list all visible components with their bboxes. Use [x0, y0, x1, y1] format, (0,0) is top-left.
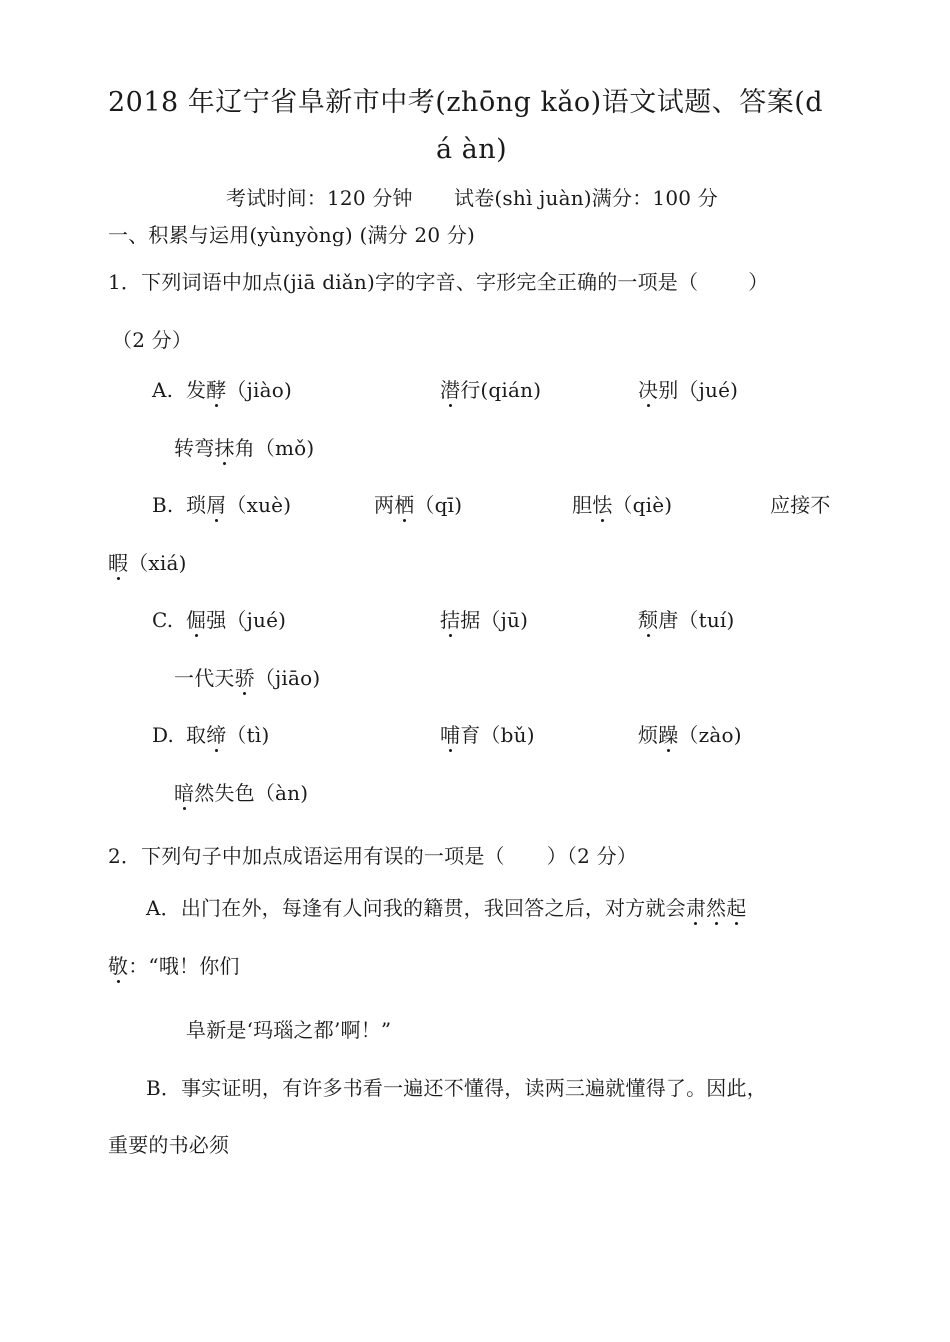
dotted-char: 敬	[108, 954, 129, 978]
pinyin: （tì)	[226, 723, 270, 747]
pinyin: （jiào)	[226, 378, 292, 402]
pinyin: （mǒ)	[254, 436, 315, 460]
dotted-char: 颓	[638, 608, 659, 632]
option-d-word-3	[638, 722, 742, 748]
dotted-char: 栖	[394, 493, 415, 517]
option-d-word-4	[174, 780, 308, 806]
question-1-points: （2 分）	[112, 328, 193, 352]
pinyin: (qián)	[480, 378, 542, 402]
dotted-char: 暇	[108, 551, 129, 575]
word-text: 据	[460, 608, 481, 632]
question-2-stem	[108, 843, 637, 869]
question-1-stem	[108, 269, 768, 295]
dotted-char: 骄	[234, 666, 255, 690]
word-text: 发	[186, 378, 207, 402]
option-c-word-2	[440, 607, 528, 633]
word-text: 唐	[658, 608, 679, 632]
pinyin: （qiè)	[612, 493, 673, 517]
pinyin: （tuí)	[678, 608, 735, 632]
word-text: 角	[234, 436, 255, 460]
word-text: 一代天	[174, 666, 235, 690]
option-b-word-3	[572, 492, 672, 518]
pinyin: （qī)	[414, 493, 463, 517]
option-a-word-3	[638, 377, 738, 403]
dotted-char: 躁	[658, 723, 679, 747]
option-a-word-2	[440, 377, 541, 403]
question-2-stem-close: ）（2 分）	[546, 844, 638, 868]
word-text: 两	[374, 493, 395, 517]
dotted-char: 拮	[440, 608, 461, 632]
section-heading: 一、积累与运用(yùnyòng) (满分 20 分)	[108, 223, 476, 247]
dotted-char: 哺	[440, 723, 461, 747]
dotted-char: 屑	[206, 493, 227, 517]
question-2-option-b-line2: 重要的书必须	[108, 1133, 230, 1157]
option-d-word-2	[440, 722, 535, 748]
word-text: 琐	[186, 493, 207, 517]
pinyin: （zào)	[678, 723, 742, 747]
question-2-option-a-line3: 阜新是‘玛瑙之都’啊！”	[186, 1018, 392, 1042]
question-1-stem-text: 1．下列词语中加点(jiā diǎn)字的字音、字形完全正确的一项是（	[108, 270, 699, 294]
question-2-stem-text: 2．下列句子中加点成语运用有误的一项是（	[108, 844, 505, 868]
option-d-label: D.	[152, 723, 175, 747]
option-text: ：“哦！你们	[128, 954, 240, 978]
option-b-word-4-part2	[108, 550, 187, 576]
option-c-word-4	[174, 665, 320, 691]
pinyin: （xiá)	[128, 551, 187, 575]
dotted-char: 酵	[206, 378, 227, 402]
word-text: 育	[460, 723, 481, 747]
option-text: A．出门在外，每逢有人问我的籍贯，我回答之后，对方就会	[146, 896, 686, 920]
document-title-line1: 2018 年辽宁省阜新市中考(zhōng kǎo)语文试题、答案(d	[108, 87, 824, 118]
option-c-word-3	[638, 607, 735, 633]
question-1-stem-close: ）	[748, 270, 769, 294]
option-a-label: A.	[152, 378, 174, 402]
dotted-char: 决	[638, 378, 659, 402]
exam-full-score: 试卷(shì juàn)满分：100 分	[454, 186, 718, 210]
dotted-char: 然	[706, 896, 727, 920]
document-title-line2: á àn)	[436, 134, 508, 165]
option-c-word-1	[186, 607, 286, 633]
option-b-word-2	[374, 492, 462, 518]
dotted-char: 暗	[174, 781, 195, 805]
pinyin: （jué)	[226, 608, 287, 632]
pinyin: （jué)	[678, 378, 739, 402]
dotted-char: 潜	[440, 378, 461, 402]
option-d-word-1	[186, 722, 269, 748]
dotted-char: 缔	[206, 723, 227, 747]
dotted-char: 抹	[214, 436, 235, 460]
word-text: 胆	[572, 493, 593, 517]
word-text: 取	[186, 723, 207, 747]
question-2-option-a-line2	[108, 953, 240, 979]
word-text: 行	[460, 378, 481, 402]
pinyin: （bǔ)	[480, 723, 535, 747]
dotted-char: 肃	[685, 896, 707, 920]
word-text: 强	[206, 608, 227, 632]
exam-time: 考试时间：120 分钟	[226, 186, 413, 210]
option-a-word-4	[174, 435, 314, 461]
question-2-option-a-line1	[146, 895, 746, 921]
pinyin: （àn)	[254, 781, 309, 805]
option-b-label: B.	[152, 493, 174, 517]
pinyin: （jiāo)	[254, 666, 321, 690]
pinyin: （xuè)	[226, 493, 292, 517]
dotted-char: 起	[726, 896, 747, 920]
option-b-word-1	[186, 492, 291, 518]
pinyin: （jū)	[480, 608, 529, 632]
option-b-word-4-part1: 应接不	[770, 493, 831, 517]
option-a-word-1	[186, 377, 292, 403]
question-2-option-b-line1: B．事实证明，有许多书看一遍还不懂得，读两三遍就懂得了。因此，	[146, 1076, 767, 1100]
option-c-label: C.	[152, 608, 174, 632]
dotted-char: 怯	[592, 493, 613, 517]
word-text: 然失色	[194, 781, 255, 805]
word-text: 别	[658, 378, 679, 402]
word-text: 烦	[638, 723, 659, 747]
dotted-char: 倔	[186, 608, 207, 632]
word-text: 转弯	[174, 436, 215, 460]
